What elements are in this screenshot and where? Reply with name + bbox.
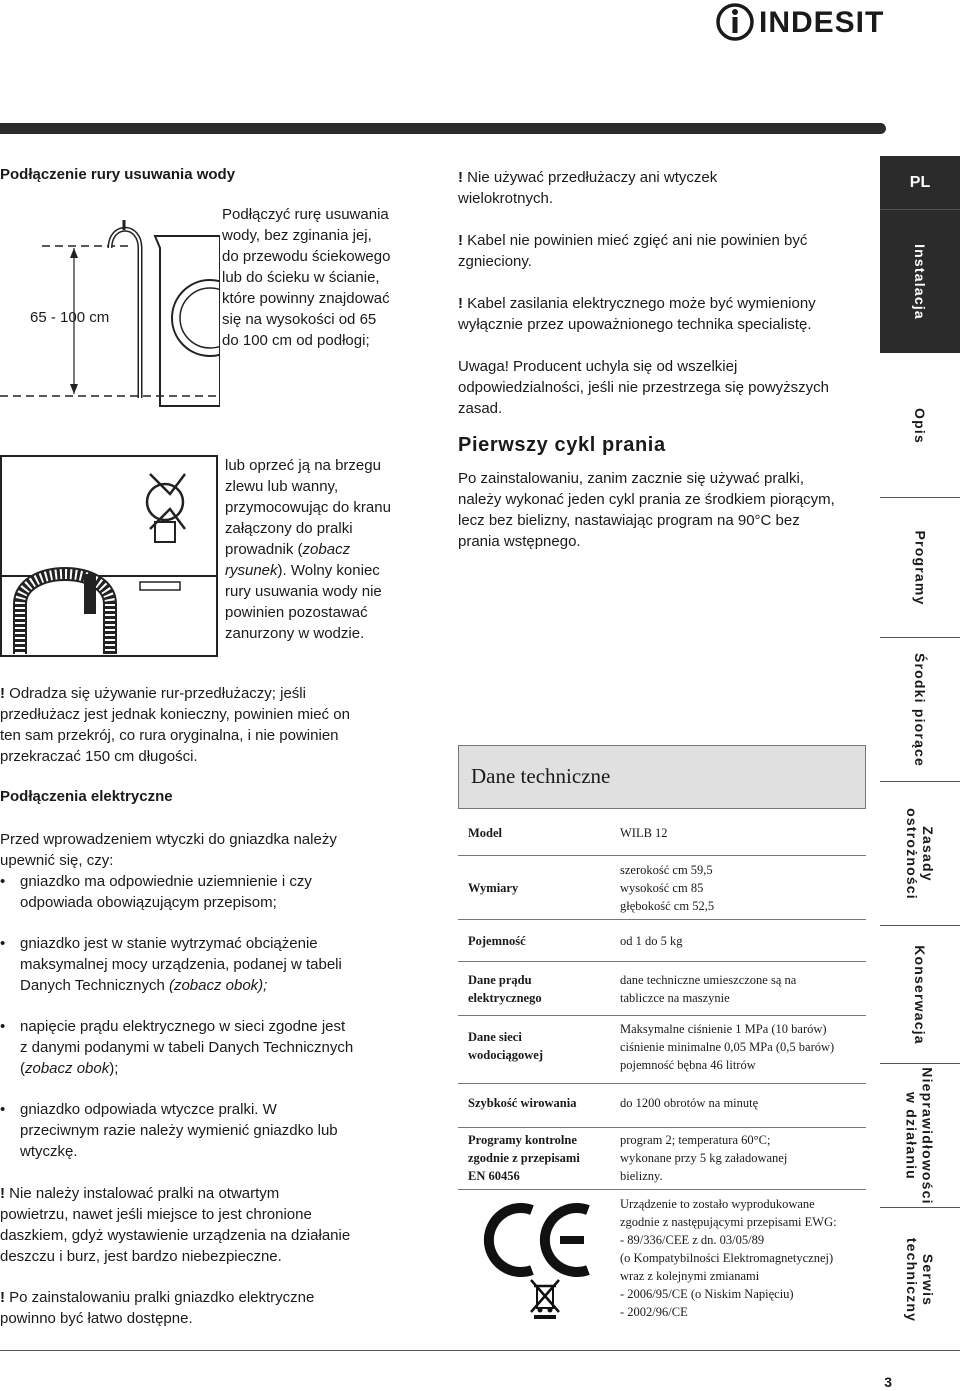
footer-line: [0, 1350, 960, 1351]
bullet-load: • gniazdko jest w stanie wytrzymać obciążenie maksymalnej mocy urządzenia, podanej w tabeli Danych Technicznych (zobacz obok);: [0, 935, 342, 994]
drain-text-1: Podłączyć rurę usuwania wody, bez zginania jej, do przewodu ściekowego lub do ścieku w ścianie, które powinny znajdować się na wysokości od 65 do 100 cm od podłogi;: [222, 206, 391, 349]
bullet-plug: • gniazdko odpowiada wtyczce pralki. W przeciwnym razie należy wymienić gniazdko lub wtyczkę.: [0, 1101, 338, 1160]
ce-mark-icon: [480, 1200, 600, 1280]
sink-hose-diagram: [0, 454, 220, 658]
bullet-voltage: • napięcie prądu elektrycznego w sieci zgodne jest z danymi podanymi w tabeli Danych Technicznych (zobacz obok);: [0, 1018, 354, 1077]
spec-row-dimensions: Wymiary szerokość cm 59,5 wysokość cm 85 głębokość cm 52,5: [458, 856, 866, 920]
spec-row-water: Dane sieci wodociągowej Maksymalne ciśnienie 1 MPa (10 barów) ciśnienie minimalne 0,05 MPa (0,5 barów) pojemność bębna 46 litrów: [458, 1016, 866, 1084]
warning-extension: ! Odradza się używanie rur-przedłużaczy; jeśli przedłużacz jest jednak konieczny, powinien mieć on ten sam przekrój, co rura oryginalna, i nie powinien przekraczać 150 cm długości.: [0, 685, 350, 765]
header-bar: [0, 123, 886, 134]
warning-cable-bend: ! Kabel nie powinien mieć zgięć ani nie powinien być zgnieciony.: [458, 232, 808, 270]
first-cycle-title: Pierwszy cykl prania: [458, 434, 666, 456]
electrical-intro: Przed wprowadzeniem wtyczki do gniazdka należy upewnić się, czy:: [0, 831, 337, 869]
drain-title: Podłączenie rury usuwania wody: [0, 166, 236, 183]
warning-access: ! Po zainstalowaniu pralki gniazdko elektryczne powinno być łatwo dostępne.: [0, 1289, 315, 1327]
tab-nieprawidlowosci[interactable]: Nieprawidłowości w działaniu: [880, 1064, 960, 1208]
warning-icon: !: [458, 169, 463, 186]
indesit-logo: [715, 2, 915, 42]
tab-language[interactable]: PL: [880, 156, 960, 210]
page-number: 3: [884, 1374, 892, 1390]
compliance-text: Urządzenie to zostało wyprodukowane zgodnie z następującymi przepisami EWG: - 89/336/CEE z dn. 03/05/89 (o Kompatybilności Elektromagnetycznej) wraz z kolejnymi zmianami - 2006/95/CE (o Niskim Napięciu) - 2002/96/CE: [620, 1197, 837, 1319]
tab-srodki-piorace[interactable]: Środki piorące: [880, 638, 960, 782]
brand-name: INDESIT: [759, 6, 885, 39]
crossed-bin-icon: [528, 1278, 562, 1320]
warning-outdoor: ! Nie należy instalować pralki na otwartym powietrzu, nawet jeśli miejsce to jest chronione daszkiem, gdyż wystawienie urządzenia na działanie deszczu i burz, jest bardzo niebezpieczne.: [0, 1185, 351, 1265]
tab-zasady-ostroznosci[interactable]: Zasady ostrożności: [880, 782, 960, 926]
section-sidebar: [880, 156, 960, 1351]
warning-icon: !: [0, 1185, 5, 1202]
spec-row-spin: Szybkość wirowania do 1200 obrotów na minutę: [458, 1084, 866, 1128]
tab-programy[interactable]: Programy: [880, 498, 960, 638]
spec-row-programs: Programy kontrolne zgodnie z przepisami EN 60456 program 2; temperatura 60°C; wykonane przy 5 kg załadowanej bielizny.: [458, 1128, 866, 1190]
bullet-grounding: • gniazdko ma odpowiednie uziemnienie i czy odpowiada obowiązującym przepisom;: [0, 873, 312, 911]
spec-row-electrical: Dane prądu elektrycznego dane techniczne umieszczone są na tabliczce na maszynie: [458, 962, 866, 1016]
spec-row-model: Model WILB 12: [458, 809, 866, 856]
warning-icon: !: [458, 295, 463, 312]
tab-instalacja[interactable]: Instalacja: [880, 210, 960, 354]
liability-note: Uwaga! Producent uchyla się od wszelkiej odpowiedzialności, jeśli nie przestrzega się powyższych zasad.: [458, 358, 830, 417]
indesit-logo-icon: [715, 2, 755, 42]
warning-multiplugs: ! Nie używać przedłużaczy ani wtyczek wielokrotnych.: [458, 169, 718, 207]
tab-opis[interactable]: Opis: [880, 354, 960, 498]
warning-icon: !: [0, 685, 5, 702]
spec-row-capacity: Pojemność od 1 do 5 kg: [458, 920, 866, 962]
electrical-title: Podłączenia elektryczne: [0, 788, 173, 805]
drain-height-label: 65 - 100 cm: [30, 309, 110, 326]
warning-icon: !: [458, 232, 463, 249]
drain-text-2: lub oprzeć ją na brzegu zlewu lub wanny, przymocowując do kranu załączony do pralki prowadnik (zobacz rysunek). Wolny koniec rury usuwania wody nie powinien pozostawać zanurzony w wodzie.: [225, 457, 391, 642]
spec-table-header: [458, 745, 866, 809]
tab-serwis-techniczny[interactable]: Serwis techniczny: [904, 1237, 937, 1322]
tab-konserwacja[interactable]: Konserwacja: [880, 926, 960, 1064]
first-cycle-text: Po zainstalowaniu, zanim zacznie się używać pralki, należy wykonać jeden cykl prania ze środkiem piorącym, lecz bez bielizny, nastawiając program na 90°C bez prania wstępnego.: [458, 470, 835, 550]
spec-title: Dane techniczne: [471, 764, 611, 788]
warning-icon: !: [0, 1289, 5, 1306]
warning-cable-replace: ! Kabel zasilania elektrycznego może być wymieniony wyłącznie przez upoważnionego technika specialistę.: [458, 295, 816, 333]
